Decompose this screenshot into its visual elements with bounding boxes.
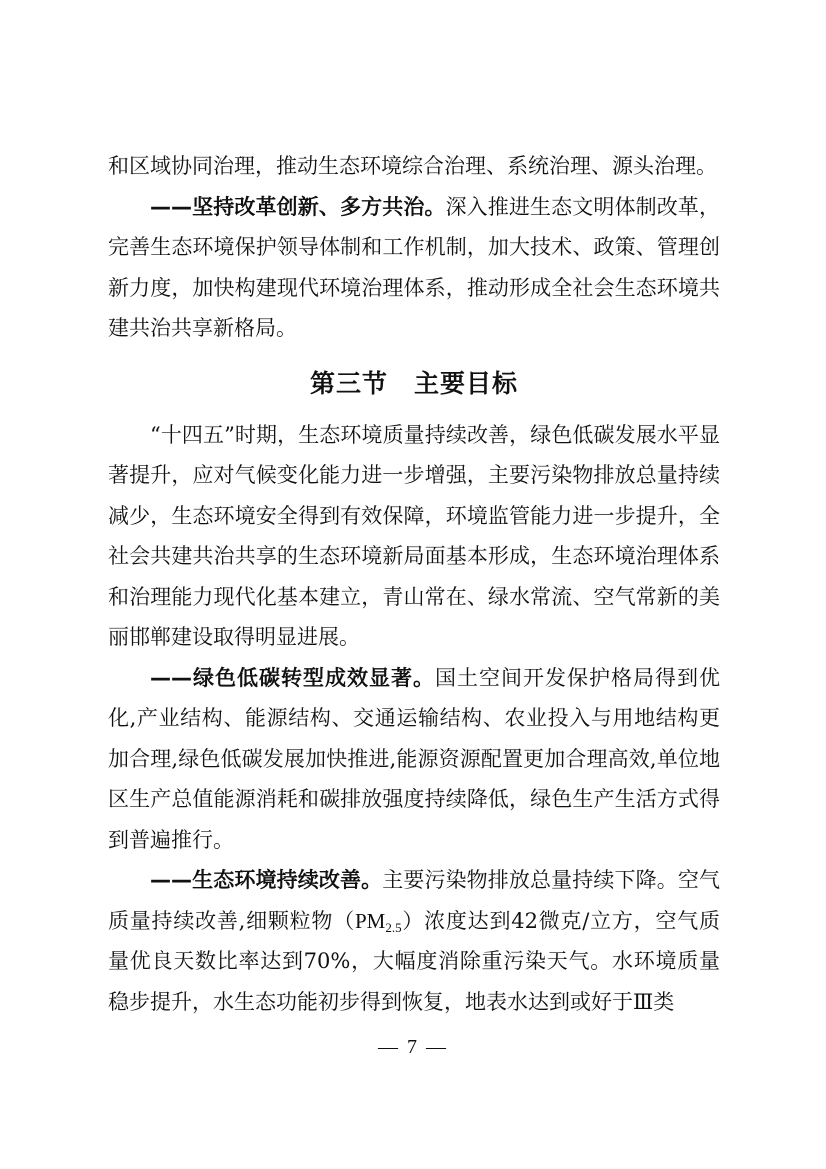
paragraph-overview bbox=[108, 415, 720, 658]
paragraph-principle-reform bbox=[108, 187, 720, 349]
pm-subscript: 2.5 bbox=[385, 919, 402, 935]
paragraph-goal-environment bbox=[108, 860, 720, 1022]
goal2-text-b: ）浓度达到42微克/立方，空气质量优良天数比率达到70%，大幅度消除重污染天气。水环境质量稳步提升，水生态功能初步得到恢复，地表水达到或好于Ⅲ类 bbox=[108, 908, 720, 1014]
section-number: 第三节 bbox=[309, 368, 388, 398]
pm-label: PM bbox=[354, 908, 386, 933]
principle-text: 深入推进生态文明体制改革，完善生态环境保护领导体制和工作机制，加大技术、政策、管理创新力度，加快构建现代环境治理体系，推动形成全社会生态环境共建共治共享新格局。 bbox=[108, 194, 721, 340]
paragraph-intro-continuation bbox=[108, 146, 720, 187]
page-number: — 7 — bbox=[378, 1036, 448, 1058]
section-heading bbox=[108, 364, 720, 404]
goal1-text: 国土空间开发保护格局得到优化,产业结构、能源结构、交通运输结构、农业投入与用地结构更加合理,绿色低碳发展加快推进,能源资源配置更加合理高效,单位地区生产总值能源消耗和碳排放强度持续降低，绿色生产生活方式得到普遍推行。 bbox=[108, 665, 720, 852]
body-text bbox=[108, 146, 720, 1022]
section-title: 主要目标 bbox=[414, 368, 519, 398]
goal1-lead: ——绿色低碳转型成效显著。 bbox=[150, 665, 435, 690]
goal2-lead: ——生态环境持续改善。 bbox=[150, 868, 383, 892]
overview-text: “十四五”时期，生态环境质量持续改善，绿色低碳发展水平显著提升，应对气候变化能力进一步增强，主要污染物排放总量持续减少，生态环境安全得到有效保障，环境监管能力进一步提升，全社会共建共治共享的生态环境新局面基本形成，生态环境治理体系和治理能力现代化基本建立，青山常在、绿水常流、空气常新的美丽邯郸建设取得明显进展。 bbox=[108, 422, 720, 649]
paragraph-goal-green-low-carbon bbox=[108, 658, 720, 861]
intro-text: 和区域协同治理，推动生态环境综合治理、系统治理、源头治理。 bbox=[108, 154, 717, 178]
principle-lead: ——坚持改革创新、多方共治。 bbox=[150, 194, 446, 219]
goal2-text-a: 主要污染物排放总量持续下降。空气质量持续改善,细颗粒物（ bbox=[108, 868, 721, 933]
